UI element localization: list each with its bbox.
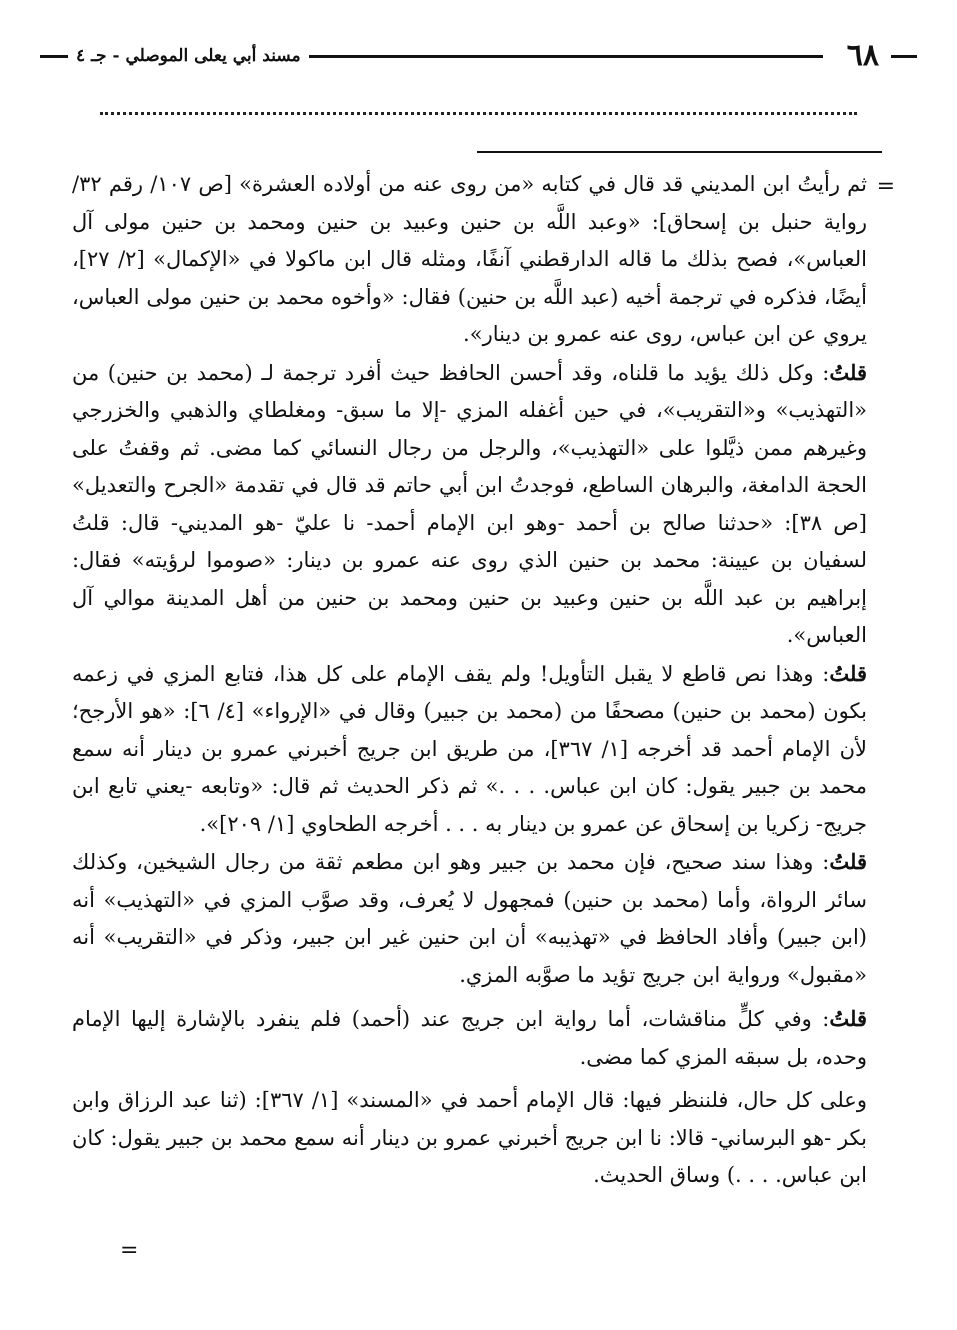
paragraph-6 (72, 1082, 867, 1195)
page-number: ٦٨ (846, 38, 879, 73)
page-header (40, 36, 917, 76)
dotted-divider (100, 112, 857, 127)
continuation-mark-start: = (876, 174, 895, 199)
paragraph-lead: قلتُ (829, 849, 867, 874)
paragraph-text: : وفي كلٍّ مناقشات، أما رواية ابن جريج عند (أحمد) فلم ينفرد بالإشارة إليها الإمام وحده، بل سبقه المزي كما مضى. (72, 1007, 867, 1069)
book-title: مسند أبي يعلى الموصلي - جـ ٤ (76, 46, 301, 66)
paragraph-2 (72, 354, 867, 655)
paragraph-text: : وهذا نص قاطع لا يقبل التأويل! ولم يقف الإمام على كل هذا، فتابع المزي في زعمه بكون (محمد بن حنين) مصحفًا من (محمد بن جبير) وقال في «الإرواء» [٤/ ٦]: «هو الأرجح؛ لأن الإمام أحمد قد أخرجه [١/ ٣٦٧]، من طريق ابن جريج أخبرني عمرو بن دينار أنه سمع محمد بن جبير يقول: كان ابن عباس. . . .» ثم ذكر الحديث ثم قال: «وتابعه -يعني تابع ابن جريج- زكريا بن إسحاق عن عمرو بن دينار به . . . أخرجه الطحاوي [١/ ٢٠٩]». (72, 661, 867, 836)
paragraph-text: وعلى كل حال، فلننظر فيها: قال الإمام أحمد في «المسند» [١/ ٣٦٧]: (ثنا عبد الرزاق وابن بكر -هو البرساني- قالا: نا ابن جريج أخبرني عمرو بن دينار أنه سمع محمد بن جبير يقول: كان ابن عباس. . . .) وساق الحديث. (72, 1088, 867, 1187)
header-dash-left (40, 55, 68, 58)
paragraph-text: ثم رأيتُ ابن المديني قد قال في كتابه «من روى عنه من أولاده العشرة» [ص ١٠٧/ رقم ٣٢/ رواية حنبل بن إسحاق]: «وعبد اللَّه بن حنين وعبيد بن حنين ومحمد بن حنين مولى آل العباس»، فصح بذلك ما قاله الدارقطني آنفًا، ومثله قال ابن ماكولا في «الإكمال» [٢/ ٢٧]، أيضًا، فذكره في ترجمة أخيه (عبد اللَّه بن حنين) فقال: «وأخوه محمد بن حنين مولى العباس، يروي عن ابن عباس، روى عنه عمرو بن دينار». (72, 172, 867, 346)
paragraph-lead: قلتُ (829, 660, 867, 686)
paragraph-3 (72, 655, 867, 844)
paragraph-lead: قلتُ (829, 359, 867, 385)
paragraph-1 (72, 166, 867, 354)
continuation-mark-end: = (120, 1238, 139, 1263)
paragraph-text: : وكل ذلك يؤيد ما قلناه، وقد أحسن الحافظ حيث أفرد ترجمة لـ (محمد بن حنين) من «التهذيب» و«التقريب»، في حين أغفله المزي -إلا ما سبق- ومغلطاي والذهبي والخزرجي وغيرهم ممن ذيَّلوا على «التهذيب»، والرجل من رجال النسائي كما مضى. ثم وقفتُ على الحجة الدامغة، والبرهان الساطع، فوجدتُ ابن أبي حاتم قد قال في تقدمة «الجرح والتعديل» [ص ٣٨]: «حدثنا صالح بن أحمد -وهو ابن الإمام أحمد- نا عليّ -هو المديني- قال: قلتُ لسفيان بن عيينة: محمد بن حنين الذي روى عنه عمرو بن دينار: «صوموا لرؤيته» فقال: إبراهيم بن عبد اللَّه بن حنين وعبيد بن حنين ومحمد بن حنين من أهل المدينة موالي آل العباس». (72, 360, 867, 647)
header-dash-right (891, 55, 917, 58)
paragraph-text: : وهذا سند صحيح، فإن محمد بن جبير وهو ابن مطعم ثقة من رجال الشيخين، وكذلك سائر الرواة، وأما (محمد بن حنين) فمجهول لا يُعرف، وقد صوَّب المزي في «التهذيب» أنه (ابن جبير) وأفاد الحافظ في «تهذيبه» أن ابن حنين غير ابن جبير، وذكر في «التقريب» أنه «مقبول» ورواية ابن جريج تؤيد ما صوَّبه المزي. (72, 850, 867, 987)
footnote-text (72, 166, 867, 1195)
paragraph-5 (72, 1000, 867, 1076)
paragraph-4 (72, 843, 867, 994)
header-rule (309, 55, 823, 58)
footnote-separator (477, 151, 882, 153)
paragraph-lead: قلتُ (829, 1006, 867, 1031)
